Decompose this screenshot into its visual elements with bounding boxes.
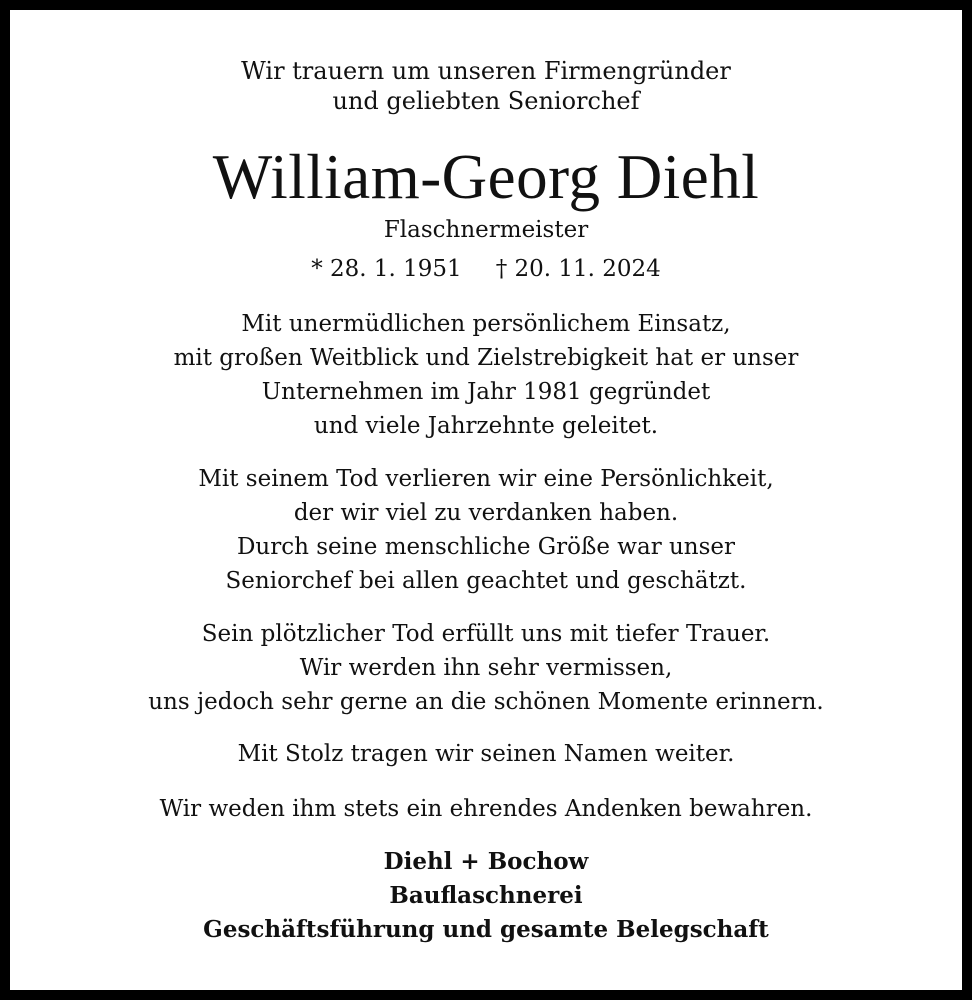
life-dates bbox=[10, 253, 962, 285]
intro-line: Wir trauern um unseren Firmengründer bbox=[241, 57, 731, 85]
paragraph-tribute bbox=[10, 307, 962, 443]
text-line: Mit seinem Tod verlieren wir eine Persönlichkeit, bbox=[198, 466, 774, 492]
company-type: Bauflaschnerei bbox=[389, 882, 583, 909]
death-date: † 20. 11. 2024 bbox=[495, 256, 661, 282]
deceased-name: William-Georg Diehl bbox=[212, 142, 760, 212]
signatories: Geschäftsführung und gesamte Belegschaft bbox=[203, 916, 769, 943]
text-line: Mit Stolz tragen wir seinen Namen weiter. bbox=[237, 741, 735, 767]
text-line: Seniorchef bei allen geachtet und geschätzt. bbox=[225, 568, 747, 594]
text-line: Unternehmen im Jahr 1981 gegründet bbox=[261, 379, 711, 405]
text-line: Mit unermüdlichen persönlichem Einsatz, bbox=[241, 311, 731, 337]
text-line: der wir viel zu verdanken haben. bbox=[293, 500, 679, 526]
paragraph-legacy bbox=[10, 737, 962, 771]
text-line: mit großen Weitblick und Zielstrebigkeit hat er unser bbox=[173, 345, 799, 371]
text-line: Wir werden ihn sehr vermissen, bbox=[299, 655, 673, 681]
intro-line: und geliebten Seniorchef bbox=[332, 87, 640, 115]
text-line: Durch seine menschliche Größe war unser bbox=[236, 534, 736, 560]
paragraph-personality bbox=[10, 462, 962, 598]
paragraph-grief bbox=[10, 617, 962, 719]
text-line: Sein plötzlicher Tod erfüllt uns mit tiefer Trauer. bbox=[201, 621, 771, 647]
text-line: uns jedoch sehr gerne an die schönen Momente erinnern. bbox=[148, 689, 824, 715]
paragraph-remembrance bbox=[10, 792, 962, 826]
text-line: und viele Jahrzehnte geleitet. bbox=[313, 413, 659, 439]
profession: Flaschnermeister bbox=[383, 217, 589, 243]
intro-text bbox=[10, 56, 962, 116]
birth-date: * 28. 1. 1951 bbox=[311, 256, 462, 282]
text-line: Wir weden ihm stets ein ehrendes Andenken bewahren. bbox=[159, 796, 813, 822]
company-name: Diehl + Bochow bbox=[383, 848, 589, 875]
signature-block bbox=[10, 845, 962, 947]
